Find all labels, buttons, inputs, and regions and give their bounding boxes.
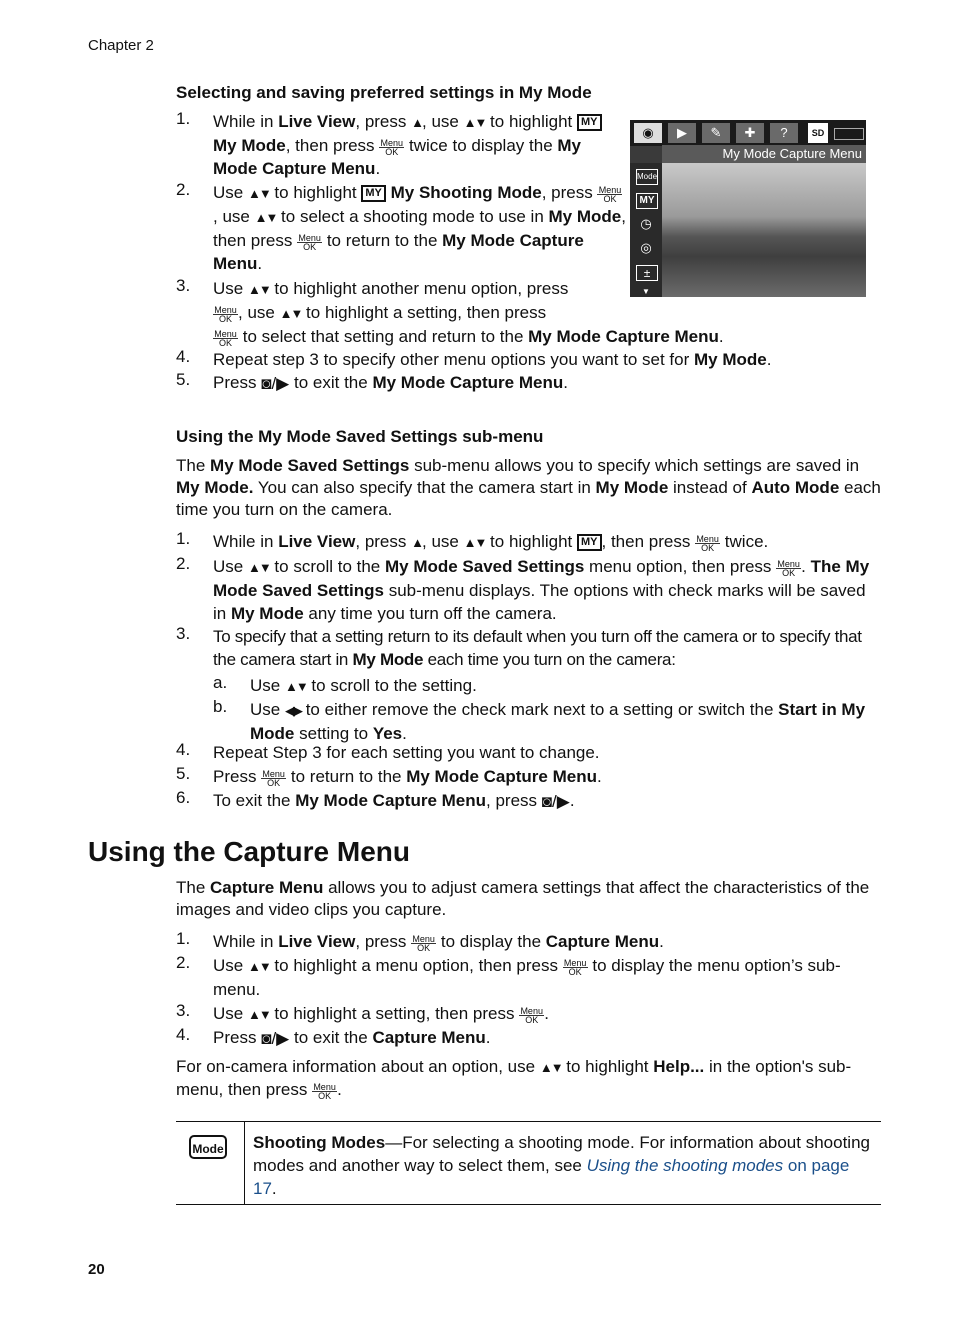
substeps [213,674,883,745]
camera-tab-bar [630,120,866,146]
step-number: 3. [176,624,191,644]
step-text: Press ◙/▶ to exit the Capture Menu. [213,1028,491,1049]
my-mode-icon: MY [577,114,602,131]
list-item [176,741,881,764]
menu-ok-icon: Menu OK [598,185,622,205]
step-text: Press ◙/▶ to exit the My Mode Capture Menu. [213,373,568,394]
menu-ok-icon: Menu OK [214,305,237,325]
menu-ok-icon: Menu OK [298,233,321,253]
step-text: Press Menu OK to return to the My Mode Capture Menu. [213,767,602,789]
saved-settings-intro: The My Mode Saved Settings sub-menu allows you to specify which settings are saved in My Mode. You can also specify that the camera start in My Mode instead of Auto Mode each time you turn on the camera. [176,456,881,519]
step-text: Use ▲▼ to highlight another menu option, press Menu OK , use ▲▼ to highlight a setting, then press Menu OK to select that setting and return to the My Mode Capture Menu. [213,279,724,349]
list-item [176,1002,881,1026]
menu-ok-icon: Menu OK [313,1081,336,1101]
step-text: Repeat step 3 to specify other menu options you want to set for My Mode. [213,350,772,370]
menu-ok-icon: Menu OK [520,1006,543,1026]
list-item [176,625,881,671]
mode-icon: Mode [189,1135,227,1159]
camera-playback-icon: ◙/▶ [261,1029,290,1049]
option-end: . [271,1179,277,1198]
setup-tab-icon: ✚ [736,123,764,143]
up-down-arrow-icon: ▲▼ [247,1007,270,1023]
list-item [176,530,881,554]
list-item [176,930,881,953]
step-number: 5. [176,370,191,390]
step-number: 4. [176,347,191,367]
up-down-arrow-icon: ▲▼ [247,560,270,576]
saved-settings-steps-end [176,741,881,813]
list-item [176,1026,881,1050]
up-down-arrow-icon: ▲▼ [247,186,270,202]
step-number: 1. [176,529,191,548]
list-item [213,698,883,745]
up-arrow-icon: ▲ [411,535,422,551]
design-tab-icon: ✎ [702,123,730,143]
menu-ok-icon: Menu OK [262,769,285,789]
step-number: 1. [176,109,191,128]
red-eye-icon: ◎ [640,240,652,255]
sd-card-icon: SD [808,123,828,143]
section-heading-my-mode: Selecting and saving preferred settings in My Mode [176,83,592,102]
help-tab-icon: ? [770,123,798,143]
step-text: While in Live View, press Menu OK to display the Capture Menu. [213,932,664,954]
step-text: To specify that a setting return to its default when you turn off the camera or to specify that the camera start in My Mode each time you turn on the camera: [213,627,862,670]
section-heading-saved-settings: Using the My Mode Saved Settings sub-menu [176,427,544,446]
capture-menu-intro: The Capture Menu allows you to adjust camera settings that affect the characteristics of the images and video clips you capture. [176,878,870,919]
capture-tab-icon: ◉ [634,123,662,143]
step-number: 2. [176,554,191,574]
up-down-arrow-icon: ▲▼ [279,306,302,322]
exposure-icon: ± [636,265,658,281]
camera-playback-icon: ◙/▶ [541,792,570,812]
up-down-arrow-icon: ▲▼ [539,1059,562,1075]
step-text: To exit the My Mode Capture Menu, press ◙/▶. [213,791,575,812]
menu-ok-icon: Menu OK [214,329,237,349]
menu-ok-icon: Menu OK [563,958,587,978]
page-link[interactable]: on page 17 [253,1156,850,1198]
option-term: Shooting Modes [253,1133,386,1152]
step-letter: b. [213,697,228,717]
scroll-down-icon: ▼ [642,287,650,296]
screen-title: My Mode Capture Menu [662,145,866,163]
left-right-arrow-icon: ◀▶ [284,703,301,719]
up-down-arrow-icon: ▲▼ [254,210,277,226]
list-item [176,954,881,1001]
menu-ok-icon: Menu OK [412,934,435,954]
playback-tab-icon: ▶ [668,123,696,143]
list-item [176,371,881,395]
step-number: 4. [176,1025,191,1045]
chapter-header: Chapter 2 [88,37,154,54]
step-letter: a. [213,673,228,692]
step-text: Use ▲▼ to highlight MY My Shooting Mode, press Menu OK , use ▲▼ to select a shooting mode to use in My Mode, then press Menu OK to return to the My Mode Capture Menu. [213,183,626,274]
table-desc-cell [253,1131,873,1200]
up-down-arrow-icon: ▲▼ [247,959,270,975]
step-text: While in Live View, press ▲, use ▲▼ to highlight MY My Mode, then press Menu OK twice to display the My Mode Capture Menu. [213,112,602,178]
saved-settings-steps [176,530,881,671]
up-down-arrow-icon: ▲▼ [247,282,270,298]
menu-ok-icon: Menu OK [380,138,404,158]
step-text: Use ▲▼ to highlight a menu option, then press Menu OK to display the menu option’s sub-menu. [213,956,841,1000]
capture-menu-steps [176,930,881,1050]
table-icon-cell [176,1122,245,1204]
step-text: Use ▲▼ to scroll to the setting. [250,676,477,695]
list-item [176,555,881,625]
battery-icon [834,128,864,140]
my-mode-steps-3 [176,277,881,395]
step-text: Use ▲▼ to scroll to the My Mode Saved Settings menu option, then press Menu OK . The My Mode Saved Settings sub-menu displays. The options with check marks will be saved in My Mode any time you turn off the camera. [213,557,870,624]
step-text: Use ▲▼ to highlight a setting, then press Menu OK . [213,1004,549,1026]
up-down-arrow-icon: ▲▼ [284,679,307,695]
mode-icon: Mode [636,169,658,185]
list-item [176,110,626,180]
self-timer-icon: ◷ [640,216,652,231]
section-heading-capture-menu: Using the Capture Menu [88,836,411,867]
step-number: 3. [176,1001,191,1021]
step-number: 6. [176,788,191,807]
list-item [213,674,883,698]
menu-ok-icon: Menu OK [696,534,719,554]
my-mode-icon: MY [577,534,602,551]
list-item [176,277,881,348]
option-desc: —For selecting a shooting mode. For information about shooting modes and another way to select them, see [253,1133,870,1175]
shooting-modes-link[interactable]: Using the shooting modes [586,1156,784,1175]
step-number: 1. [176,929,191,948]
up-down-arrow-icon: ▲▼ [463,535,486,551]
page-number: 20 [88,1261,105,1278]
my-mode-steps-2 [176,181,626,275]
step-number: 5. [176,764,191,783]
my-mode-steps [176,110,626,180]
step-number: 4. [176,740,191,759]
camera-playback-icon: ◙/▶ [261,374,290,394]
step-text: Repeat Step 3 for each setting you want to change. [213,743,600,762]
list-item [176,765,881,788]
menu-ok-icon: Menu OK [777,559,800,579]
step-number: 2. [176,180,191,199]
camera-screen-image [630,120,866,297]
my-icon: MY [636,193,658,209]
list-item [176,181,626,275]
step-text: While in Live View, press ▲, use ▲▼ to highlight MY , then press Menu OK twice. [213,532,769,554]
my-mode-icon: MY [361,185,386,202]
step-number: 3. [176,276,191,295]
step-text: Use ◀▶ to either remove the check mark next to a setting or switch the Start in My Mode setting to Yes. [250,700,866,744]
up-down-arrow-icon: ▲▼ [463,115,486,131]
options-table [176,1121,881,1205]
help-paragraph: For on-camera information about an option, use ▲▼ to highlight Help... in the option's sub-menu, then press Menu OK . [176,1057,852,1101]
step-number: 2. [176,953,191,972]
list-item [176,789,881,813]
list-item [176,348,881,371]
up-arrow-icon: ▲ [411,115,422,131]
